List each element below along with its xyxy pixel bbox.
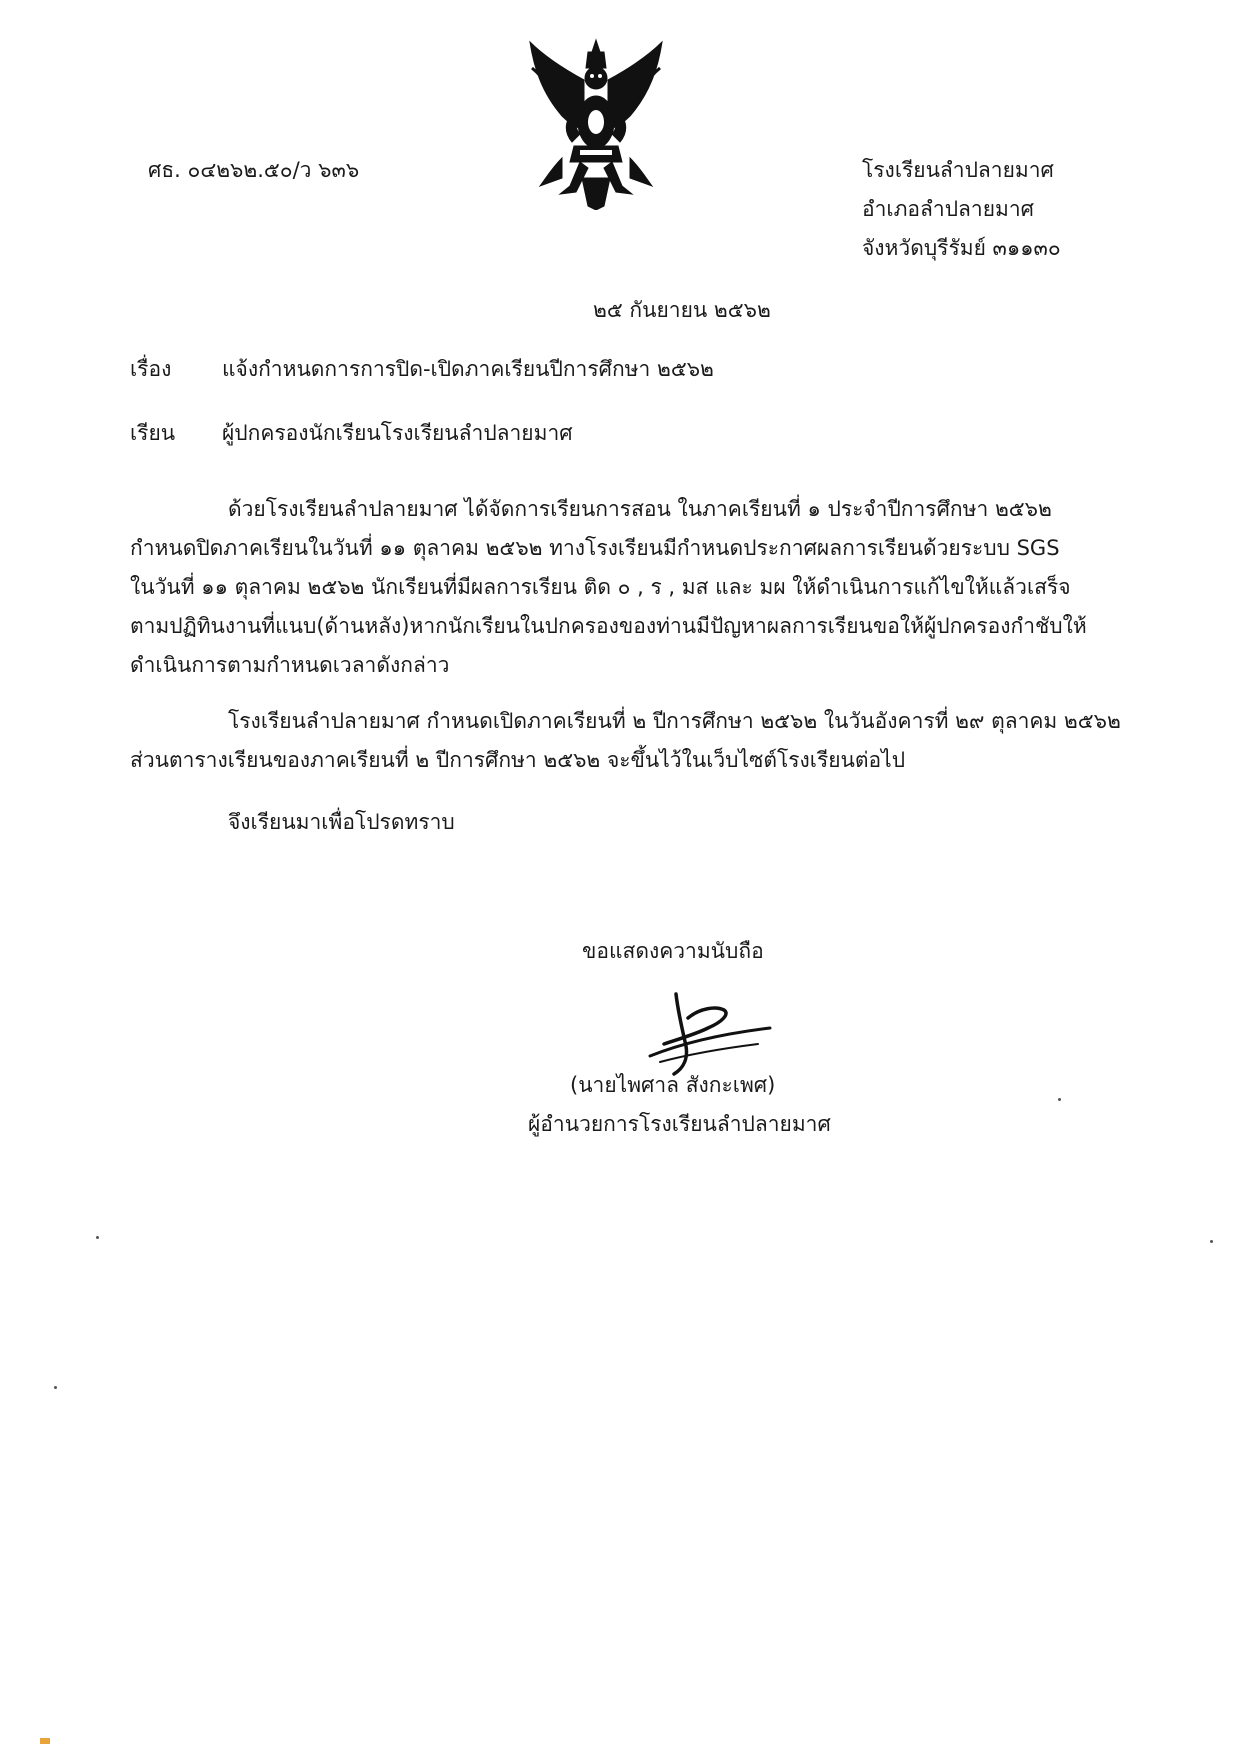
recipient-label: เรียน <box>130 421 176 445</box>
paragraph-line: ตามปฏิทินงานที่แนบ(ด้านหลัง)หากนักเรียนในปกครองของท่านมีปัญหาผลการเรียนขอให้ผู้ปกครองกำชับให้ <box>130 614 1087 638</box>
paragraph-line: กำหนดปิดภาคเรียนในวันที่ ๑๑ ตุลาคม ๒๕๖๒ ทางโรงเรียนมีกำหนดประกาศผลการเรียนด้วยระบบ SGS <box>130 536 1060 560</box>
signer-title: ผู้อำนวยการโรงเรียนลำปลายมาศ <box>528 1112 831 1136</box>
paragraph-line: โรงเรียนลำปลายมาศ กำหนดเปิดภาคเรียนที่ ๒ ปีการศึกษา ๒๕๖๒ ในวันอังคารที่ ๒๙ ตุลาคม ๒๕๖๒ <box>228 709 1121 733</box>
letter-date: ๒๕ กันยายน ๒๕๖๒ <box>593 298 771 322</box>
scan-speck <box>1058 1098 1061 1101</box>
body-paragraph-2 <box>130 702 1130 780</box>
paragraph-line: ด้วยโรงเรียนลำปลายมาศ ได้จัดการเรียนการสอน ในภาคเรียนที่ ๑ ประจำปีการศึกษา ๒๕๖๒ <box>228 497 1052 521</box>
signer-name: (นายไพศาล สังกะเพศ) <box>570 1073 776 1097</box>
paragraph-line: ดำเนินการตามกำหนดเวลาดังกล่าว <box>130 653 450 677</box>
body-paragraph-1 <box>130 490 1130 685</box>
scan-speck <box>96 1236 99 1239</box>
paragraph-line: ในวันที่ ๑๑ ตุลาคม ๒๕๖๒ นักเรียนที่มีผลการเรียน ติด ๐ , ร , มส และ มผ ให้ดำเนินการแก้ไขให้แล้วเสร็จ <box>130 575 1071 599</box>
closing-line: จึงเรียนมาเพื่อโปรดทราบ <box>228 810 455 834</box>
complimentary-close: ขอแสดงความนับถือ <box>582 939 764 963</box>
school-name: โรงเรียนลำปลายมาศ <box>862 158 1054 182</box>
paragraph-line: ส่วนตารางเรียนของภาคเรียนที่ ๒ ปีการศึกษา ๒๕๖๒ จะขึ้นไว้ในเว็บไซต์โรงเรียนต่อไป <box>130 748 906 772</box>
handwritten-signature <box>630 988 780 1078</box>
reference-number: ศธ. ๐๔๒๖๒.๕๐/ว ๖๓๖ <box>148 158 360 182</box>
school-province: จังหวัดบุรีรัมย์ ๓๑๑๓๐ <box>862 236 1061 260</box>
scan-speck <box>54 1386 57 1389</box>
recipient-text: ผู้ปกครองนักเรียนโรงเรียนลำปลายมาศ <box>222 421 573 445</box>
scan-edge-mark <box>40 1738 50 1744</box>
subject-text: แจ้งกำหนดการการปิด-เปิดภาคเรียนปีการศึกษา ๒๕๖๒ <box>222 357 714 381</box>
garuda-emblem-icon <box>522 38 670 210</box>
school-district: อำเภอลำปลายมาศ <box>862 197 1034 221</box>
subject-label: เรื่อง <box>130 357 172 381</box>
scan-speck <box>1210 1240 1213 1243</box>
